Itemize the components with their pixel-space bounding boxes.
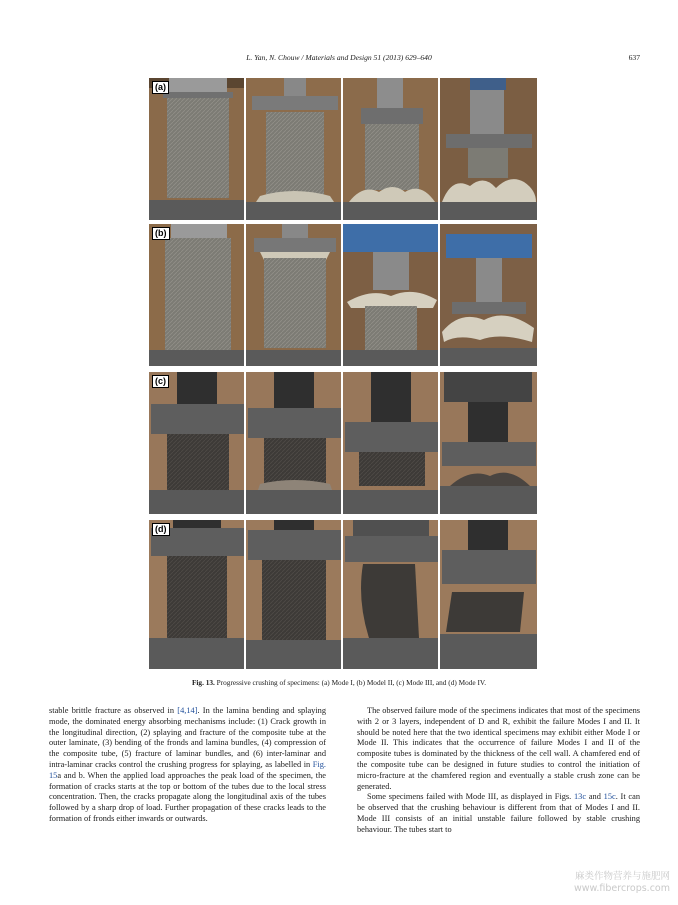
photo-a1: [149, 78, 246, 220]
photo-c4: [440, 372, 537, 514]
figure-link[interactable]: 15c: [603, 792, 616, 802]
photo-b4: [440, 224, 537, 366]
text-run: Some specimens failed with Mode III, as displayed in Figs.: [367, 792, 574, 802]
watermark-line-2: www.fibercrops.com: [573, 883, 670, 894]
photo-b1: [149, 224, 246, 366]
figure-13: [149, 78, 537, 669]
watermark-line-1: 麻类作物营养与施肥网: [574, 871, 670, 882]
photo-b2: [246, 224, 343, 366]
panel-row-b: [149, 224, 537, 366]
panel-row-c: [149, 372, 537, 514]
photo-d2: [246, 520, 343, 669]
panel-label-d: (d): [152, 523, 170, 536]
right-paragraph-2: [357, 792, 640, 835]
photo-d1: [149, 520, 246, 669]
caption-text: Progressive crushing of specimens: (a) Mode I, (b) Model II, (c) Mode III, and (d) Mode IV.: [214, 678, 487, 687]
text-run: and: [586, 792, 604, 802]
photo-c1: [149, 372, 246, 514]
panel-label-b: (b): [152, 227, 170, 240]
panel-row-a: [149, 78, 537, 220]
text-run: . In the lamina bending and splaying mode, the dominated energy absorbing mechanisms include: (1) Crack growth in the longitudinal direction, (2) splaying and fracture of the composite tube at the outer laminate, (3) bending of the fronds and lamina bundles, (4) compression of the composite tube, (5) fracture of laminar bundles, and (6) inter-laminar and intra-laminar cracks control the crushing progress for splaying, as labelled in: [49, 706, 327, 769]
watermark: [574, 871, 670, 895]
panel-row-d: [149, 520, 537, 669]
figure-link[interactable]: 13c: [574, 792, 587, 802]
running-head: [0, 53, 678, 65]
right-paragraph-1: The observed failure mode of the specimens indicates that most of the specimens with 2 or 3 layers, independent of D and R, exhibit the failure Modes I and II. It should be noted here that the two identical specimens may exhibit either Mode I or Mode II. This indicates that the occurrence of failure Modes I and II of the composite tubes is dominated by the thickness of the cell wall. A chamfered end of the composite tube can be designed in future studies to control the initiation of micro-fracture at the chamfered region and eventually a stable crush zone can be generated.: [357, 706, 640, 791]
figure-caption: [0, 678, 678, 687]
photo-a2: [246, 78, 343, 220]
photo-d3: [343, 520, 440, 669]
figure-link[interactable]: Fig. 15: [49, 759, 326, 780]
panel-label-a: (a): [152, 81, 169, 94]
right-column: [357, 706, 640, 836]
photo-c3: [343, 372, 440, 514]
panel-label-c: (c): [152, 375, 169, 388]
photo-d4: [440, 520, 537, 669]
caption-label: Fig. 13.: [191, 678, 215, 687]
photo-a4: [440, 78, 537, 220]
left-paragraph-1: [49, 706, 326, 825]
page-number: 637: [628, 53, 640, 62]
photo-a3: [343, 78, 440, 220]
photo-c2: [246, 372, 343, 514]
text-run: stable brittle fracture as observed in: [49, 706, 178, 715]
text-run: . It can be observed that the crushing behaviour is different from that of Modes I and II. Mode III consists of an initial unstable failure followed by stable crushing behaviour. The tubes start to: [357, 792, 640, 834]
text-run: a and b. When the applied load approaches the peak load of the specimen, the formation of cracks starts at the top or bottom of the tubes due to the local stress concentration. Then, the cracks propagate along the longitudinal axis of the tubes followed by a sharp drop of load. Further propagation of these cracks leads to the formation of fronds either inwards or outwards.: [49, 770, 326, 823]
photo-b3: [343, 224, 440, 366]
journal-citation: L. Yan, N. Chouw / Materials and Design 51 (2013) 629–640: [246, 53, 432, 62]
left-column: [49, 706, 326, 825]
reference-link[interactable]: [4,14]: [177, 706, 198, 715]
